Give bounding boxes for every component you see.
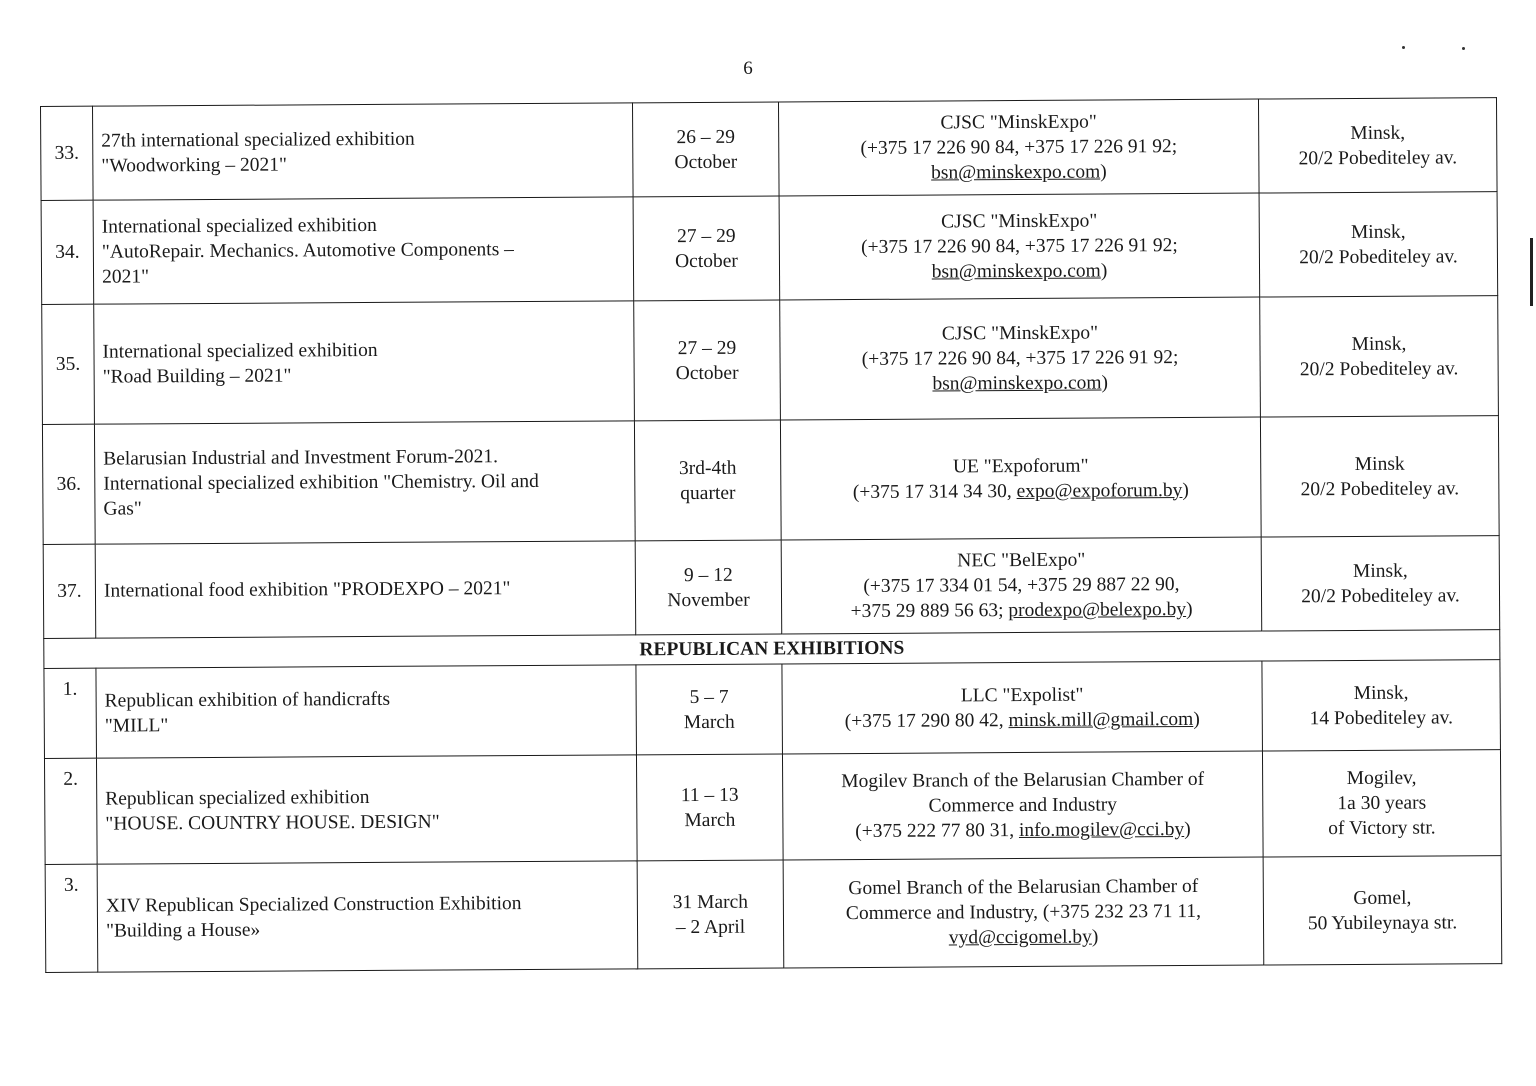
name-line: Belarusian Industrial and Investment Forum-2021. (103, 446, 499, 470)
venue-line: 20/2 Pobediteley av. (1299, 357, 1459, 380)
exhibition-dates (635, 540, 782, 635)
venue-line: Minsk, (1351, 333, 1407, 355)
organizer (782, 751, 1263, 860)
page-number: 6 (743, 58, 753, 79)
dates-line: 5 – 7 (689, 686, 729, 708)
organizer-phone: (+375 17 290 80 42, (844, 709, 1009, 732)
organizer-line: CJSC "MinskExpo" (940, 111, 1097, 134)
dates-line: 27 – 29 (677, 337, 737, 359)
email-link[interactable]: vyd@ccigomel.by (948, 926, 1092, 949)
row-number: 3. (45, 864, 98, 972)
organizer (781, 537, 1262, 634)
name-line: International specialized exhibition "Chemistry. Oil and (103, 470, 539, 495)
organizer (782, 661, 1263, 754)
email-link[interactable]: minsk.mill@gmail.com (1008, 708, 1194, 731)
organizer-tail: ) (1186, 598, 1193, 621)
name-line: "Road Building – 2021" (102, 364, 292, 388)
venue-line: Minsk, (1352, 560, 1408, 582)
venue-line: Minsk, (1353, 682, 1409, 704)
organizer-tail: ) (1101, 372, 1109, 394)
row-number: 35. (42, 304, 95, 424)
name-line: 27th international specialized exhibition (101, 128, 415, 152)
exhibition-dates (636, 754, 783, 861)
venue-line: Minsk, (1350, 221, 1406, 243)
organizer-line (787, 159, 1250, 187)
organizer-tail: ) (1182, 479, 1189, 501)
name-line: "AutoRepair. Mechanics. Automotive Components – (101, 239, 514, 263)
venue (1262, 750, 1501, 857)
organizer (778, 99, 1259, 196)
row-number: 1. (44, 668, 97, 758)
name-line: "HOUSE. COUNTRY HOUSE. DESIGN" (105, 811, 440, 835)
exhibition-name (94, 421, 635, 544)
exhibition-dates (632, 102, 779, 197)
organizer-tail: ) (1100, 260, 1108, 282)
exhibition-name (95, 541, 636, 638)
email-link[interactable]: bsn@minskexpo.com (931, 260, 1101, 283)
table-row (44, 750, 1501, 865)
venue-line: Gomel, (1353, 887, 1412, 909)
organizer-line: Commerce and Industry (928, 794, 1118, 817)
email-link[interactable]: prodexpo@belexpo.by (1008, 599, 1187, 622)
section-title: REPUBLICAN EXHIBITIONS (44, 630, 1500, 669)
table-row (43, 536, 1500, 639)
organizer-line (791, 706, 1254, 734)
dates-line: March (683, 711, 735, 733)
organizer-line: (+375 17 226 90 84, +375 17 226 91 92; (860, 136, 1178, 159)
dates-line: October (674, 151, 738, 173)
dates-line: – 2 April (675, 916, 746, 938)
exhibition-name (96, 665, 637, 758)
name-line: 2021" (101, 266, 150, 288)
email-link[interactable]: bsn@minskexpo.com (931, 161, 1101, 184)
organizer-line: (+375 17 334 01 54, +375 29 887 22 90, (863, 574, 1180, 597)
scan-dot (1462, 47, 1465, 50)
organizer (779, 193, 1260, 300)
organizer-tail: ) (1091, 926, 1099, 948)
exhibition-dates (637, 860, 784, 969)
venue (1260, 296, 1499, 417)
scan-dot (1402, 46, 1405, 49)
name-line: International food exhibition "PRODEXPO – 2021" (103, 578, 511, 602)
dates-line: October (674, 250, 738, 272)
exhibition-dates (633, 196, 780, 301)
venue-line: 50 Yubileynaya str. (1307, 911, 1458, 934)
dates-line: 31 March (672, 891, 749, 913)
organizer-line: (+375 17 226 90 84, +375 17 226 91 92; (860, 235, 1178, 258)
venue-line: 14 Pobediteley av. (1309, 706, 1453, 729)
organizer-phone: (+375 17 314 34 30, (852, 480, 1017, 503)
organizer-line (790, 597, 1253, 625)
dates-line: 11 – 13 (680, 784, 739, 806)
organizer-line: Mogilev Branch of the Belarusian Chamber of (841, 768, 1205, 793)
dates-line: 9 – 12 (683, 564, 733, 586)
table-row (41, 98, 1498, 201)
organizer-line (791, 817, 1254, 845)
organizer (780, 297, 1261, 420)
name-line: Republican exhibition of handicrafts (104, 688, 391, 712)
organizer-line: (+375 17 226 90 84, +375 17 226 91 92; (861, 347, 1179, 370)
organizer-line (789, 370, 1252, 398)
organizer-phone: (+375 222 77 80 31, (855, 820, 1019, 843)
organizer-line: Gomel Branch of the Belarusian Chamber of (848, 875, 1199, 900)
venue (1258, 98, 1497, 193)
exhibition-name (97, 861, 638, 972)
dates-line: 26 – 29 (676, 126, 736, 148)
name-line: XIV Republican Specialized Construction Exhibition (105, 892, 522, 917)
organizer-line: UE "Expoforum" (952, 455, 1089, 477)
name-line: Gas" (103, 498, 142, 520)
email-link[interactable]: expo@expoforum.by (1016, 479, 1183, 502)
organizer-line: LLC "Expolist" (960, 684, 1084, 706)
name-line: "Building a House» (105, 919, 261, 942)
dates-line: November (667, 589, 750, 611)
table-row (41, 192, 1498, 305)
exhibition-name (96, 755, 637, 864)
row-number: 34. (41, 200, 94, 304)
venue-line: Minsk, (1350, 122, 1406, 144)
organizer-line: NEC "BelExpo" (957, 549, 1086, 572)
venue (1260, 416, 1499, 537)
venue-line: 20/2 Pobediteley av. (1299, 245, 1458, 268)
dates-line: March (684, 809, 736, 831)
organizer (783, 857, 1264, 968)
exhibition-dates (634, 300, 781, 421)
organizer-line: Commerce and Industry, (+375 232 23 71 11, (845, 900, 1202, 925)
table-row (42, 416, 1499, 545)
name-line: International specialized exhibition (101, 214, 377, 238)
venue (1261, 536, 1500, 631)
organizer-line: CJSC "MinskExpo" (941, 210, 1098, 233)
exhibition-name (93, 197, 634, 304)
exhibitions-table (40, 97, 1502, 973)
organizer-line (788, 258, 1251, 286)
organizer-line (792, 924, 1255, 952)
name-line: Republican specialized exhibition (105, 786, 370, 810)
row-number: 36. (42, 424, 95, 544)
exhibition-name (94, 301, 635, 424)
table-row (45, 856, 1502, 973)
exhibition-dates (636, 664, 783, 755)
organizer-tail: ) (1100, 161, 1107, 183)
name-line: "MILL" (104, 714, 169, 737)
venue (1263, 856, 1502, 965)
dates-line: quarter (680, 482, 736, 504)
organizer (780, 417, 1261, 540)
dates-line: October (675, 362, 739, 384)
scan-edge-mark (1530, 238, 1533, 306)
venue-line: 20/2 Pobediteley av. (1298, 146, 1458, 169)
venue-line: 1a 30 years (1337, 792, 1427, 815)
organizer-tail: ) (1193, 708, 1200, 730)
venue-line: of Victory str. (1328, 817, 1436, 840)
venue-line: Mogilev, (1346, 767, 1417, 790)
venue (1262, 660, 1501, 751)
venue (1259, 192, 1498, 297)
venue-line: 20/2 Pobediteley av. (1300, 477, 1460, 500)
venue-line: Minsk (1354, 453, 1405, 475)
dates-line: 27 – 29 (676, 225, 736, 247)
table-row (44, 660, 1501, 759)
name-line: "Woodworking – 2021" (101, 153, 287, 177)
organizer-line (789, 477, 1252, 505)
exhibition-dates (634, 420, 781, 541)
exhibition-name (93, 103, 634, 200)
organizer-phone: +375 29 889 56 63; (850, 600, 1009, 623)
dates-line: 3rd-4th (678, 457, 737, 479)
row-number: 2. (44, 758, 97, 864)
table-row (42, 296, 1499, 425)
venue-line: 20/2 Pobediteley av. (1301, 584, 1460, 607)
email-link[interactable]: bsn@minskexpo.com (932, 372, 1102, 395)
name-line: International specialized exhibition (102, 339, 378, 363)
organizer-line: CJSC "MinskExpo" (941, 322, 1099, 345)
row-number: 33. (41, 106, 94, 200)
organizer-tail: ) (1184, 818, 1191, 841)
row-number: 37. (43, 544, 96, 638)
email-link[interactable]: info.mogilev@cci.by (1018, 819, 1185, 842)
